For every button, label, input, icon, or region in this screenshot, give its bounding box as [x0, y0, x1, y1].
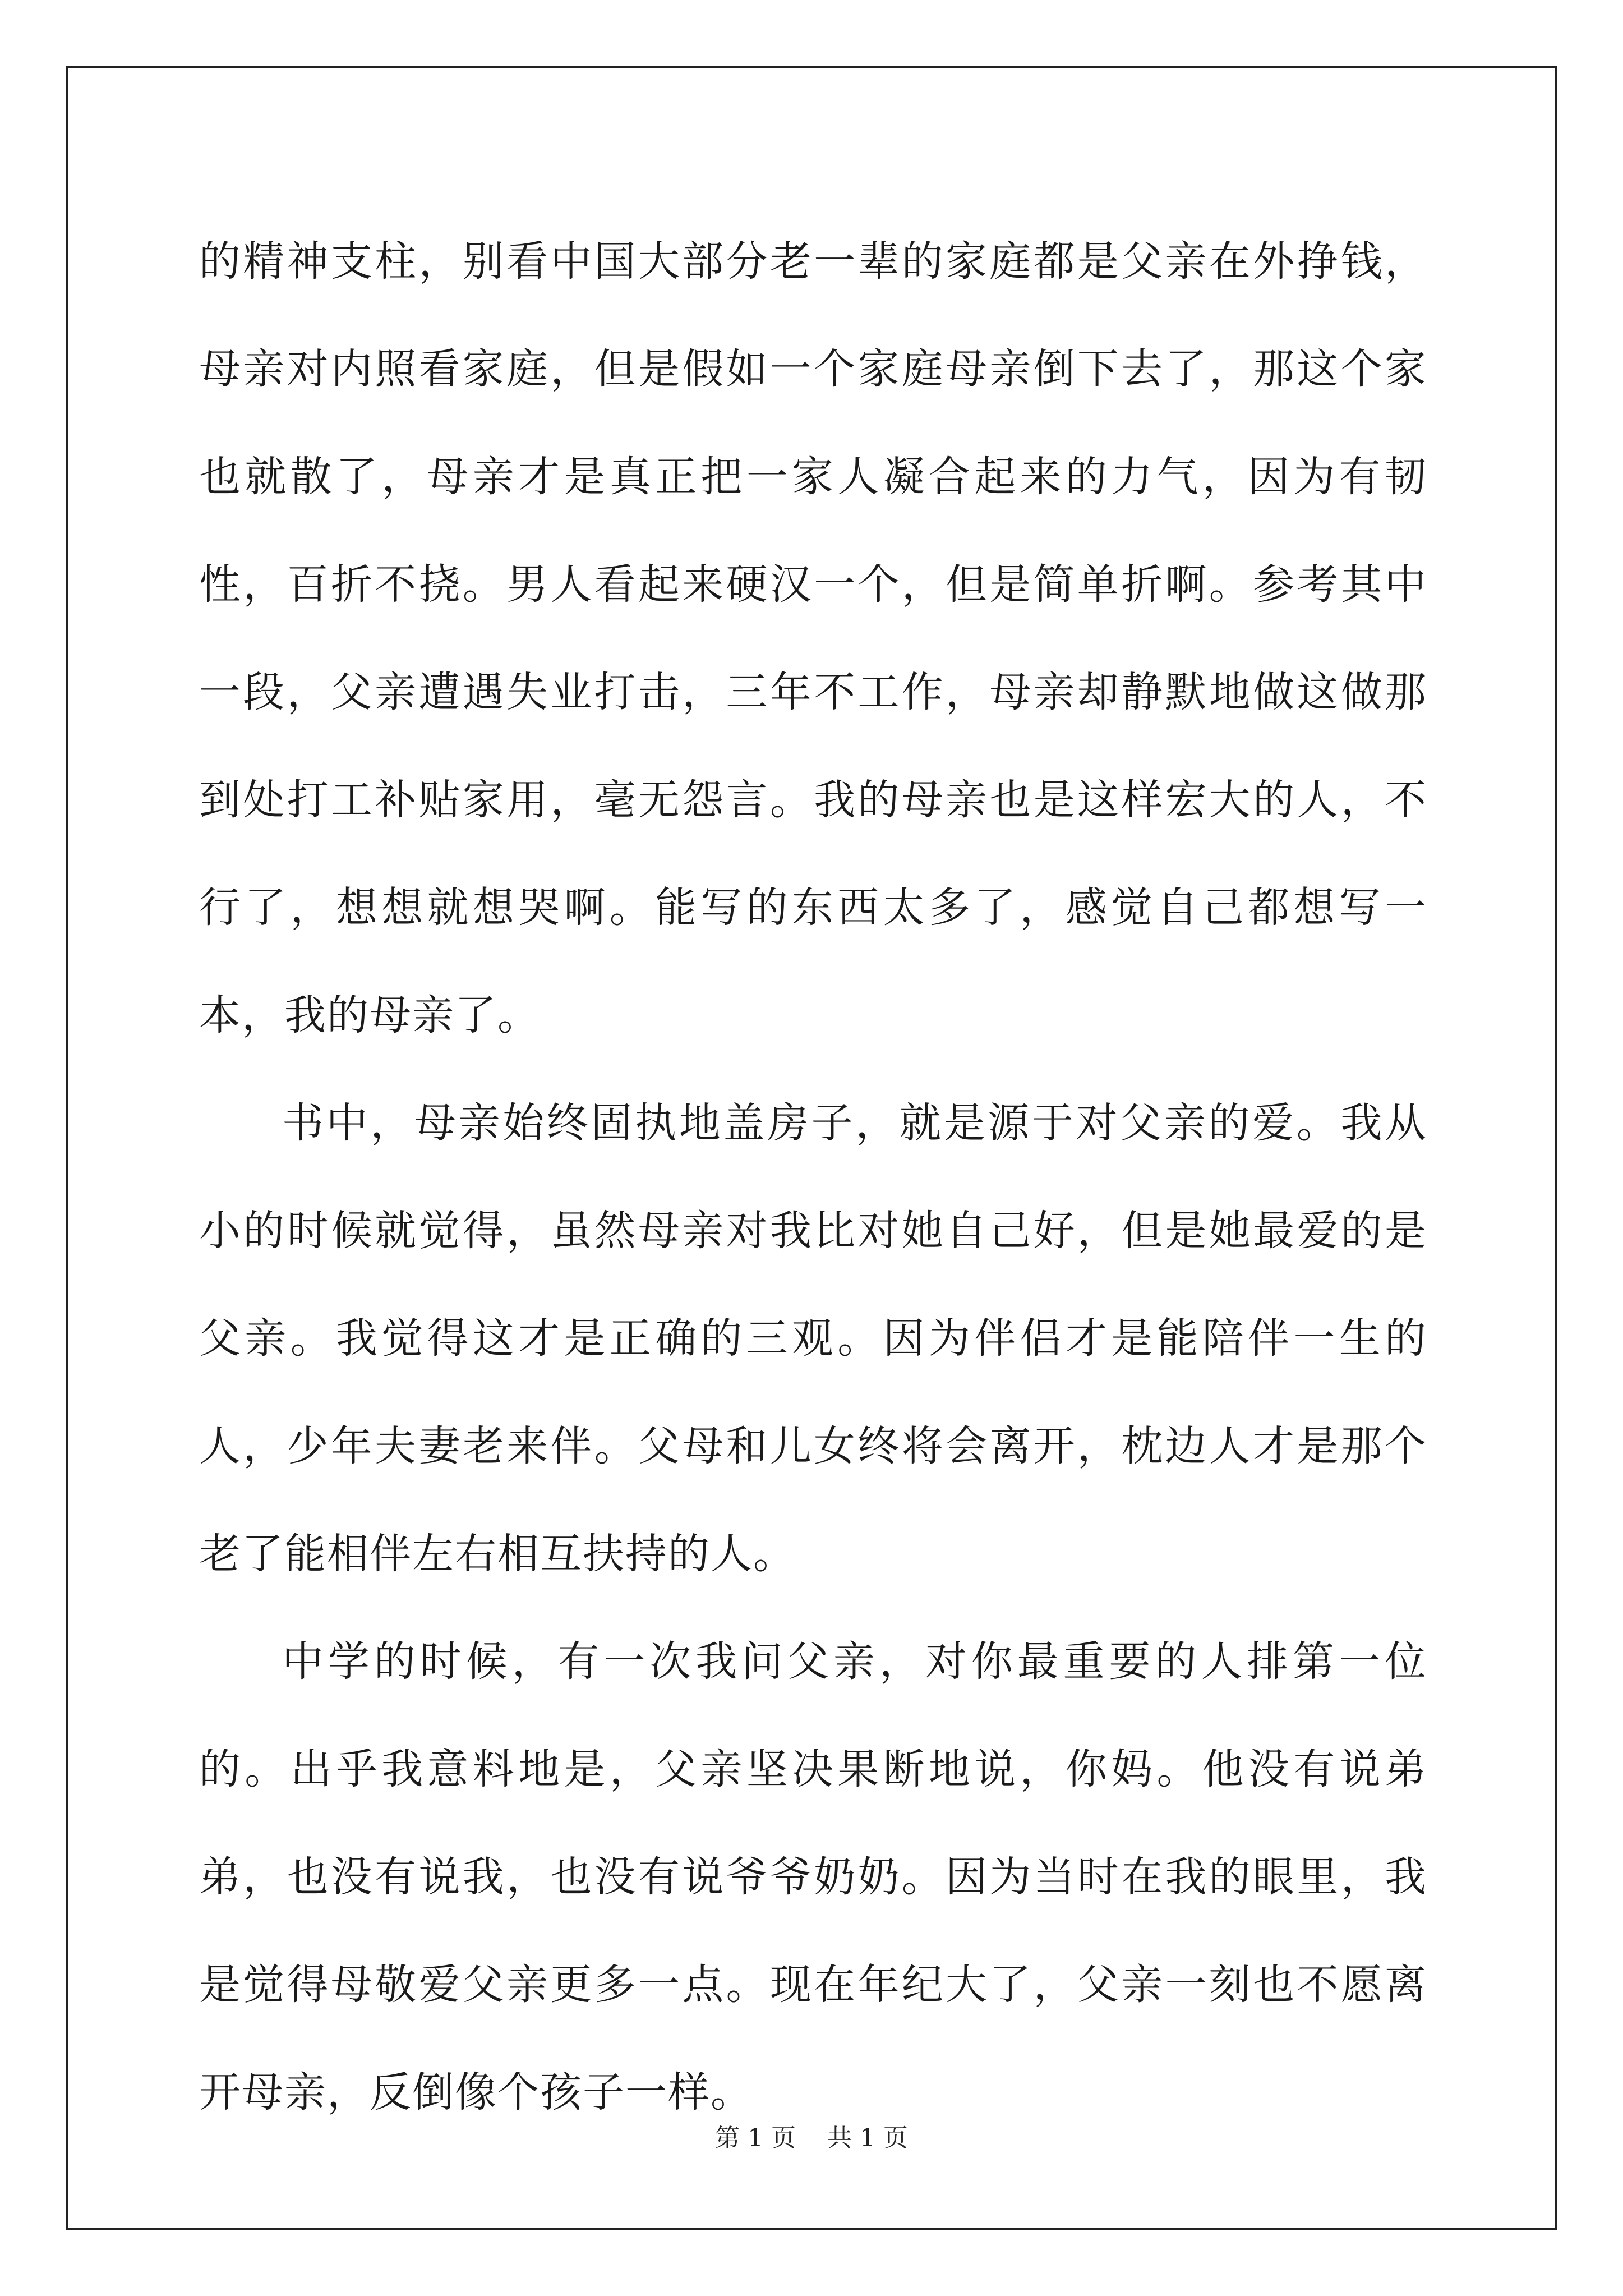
- paragraph-1: 的精神支柱，别看中国大部分老一辈的家庭都是父亲在外挣钱，母亲对内照看家庭，但是假如一个家庭母亲倒下去了，那这个家也就散了，母亲才是真正把一家人凝合起来的力气，因为有韧性，百折不挠。男人看起来硬汉一个，但是简单折啊。参考其中一段，父亲遭遇失业打击，三年不工作，母亲却静默地做这做那到处打工补贴家用，毫无怨言。我的母亲也是这样宏大的人，不行了，想想就想哭啊。能写的东西太多了，感觉自己都想写一本，我的母亲了。: [199, 237, 1427, 1039]
- paragraph-3: 中学的时候，有一次我问父亲，对你最重要的人排第一位的。出乎我意料地是，父亲坚决果断地说，你妈。他没有说弟弟，也没有说我，也没有说爷爷奶奶。因为当时在我的眼里，我是觉得母敬爱父亲更多一点。现在年纪大了，父亲一刻也不愿离开母亲，反倒像个孩子一样。: [199, 1637, 1427, 2116]
- document-body: [199, 208, 1427, 2146]
- page-number-footer: 第 1 页 共 1 页: [715, 2124, 908, 2152]
- paragraph-2: 书中，母亲始终固执地盖房子，就是源于对父亲的爱。我从小的时候就觉得，虽然母亲对我比对她自己好，但是她最爱的是父亲。我觉得这才是正确的三观。因为伴侣才是能陪伴一生的人，少年夫妻老来伴。父母和儿女终将会离开，枕边人才是那个老了能相伴左右相互扶持的人。: [199, 1099, 1427, 1578]
